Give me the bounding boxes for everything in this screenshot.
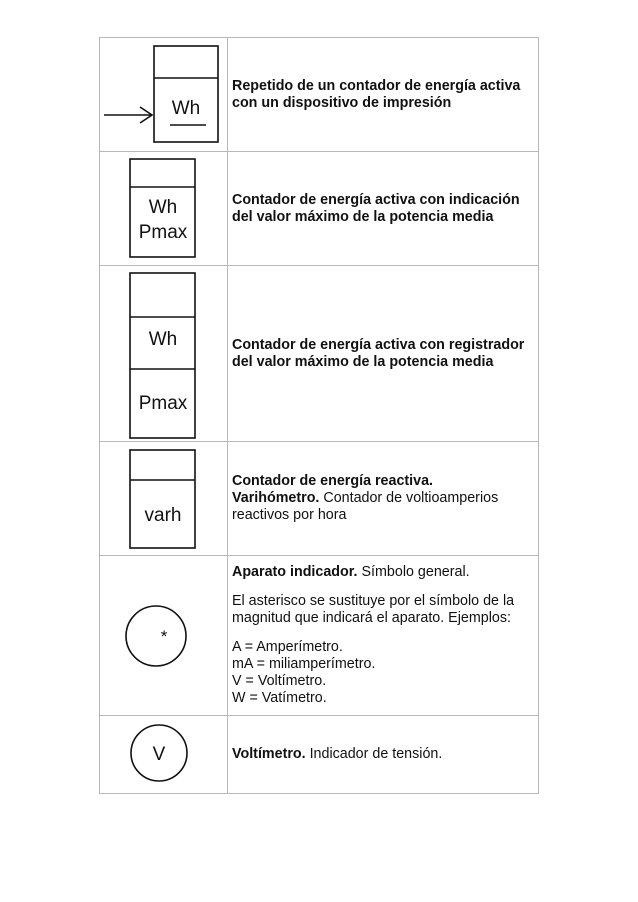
wh-label: Wh <box>148 329 178 350</box>
row-description: Contador de energía activa con registrador del valor máximo de la potencia media <box>232 336 525 370</box>
table-row <box>100 151 538 265</box>
voltmeter-symbol <box>100 716 227 794</box>
row-description: Contador de energía activa con indicación del valor máximo de la potencia media <box>232 191 520 225</box>
asterisk-label: * <box>160 627 168 646</box>
example-item: W = Vatímetro. <box>232 690 327 706</box>
symbol-cell <box>100 152 228 265</box>
table-row <box>100 715 538 793</box>
row-title: Voltímetro. <box>232 746 306 762</box>
printing-meter-symbol <box>100 38 227 151</box>
table-row <box>100 38 538 151</box>
indicator-symbol <box>100 556 227 716</box>
example-item: A = Amperímetro. <box>232 639 343 655</box>
row-subtitle: Varihómetro. <box>232 490 320 506</box>
row-title-rest: Símbolo general. <box>357 564 470 580</box>
pmax-label: Pmax <box>138 393 188 414</box>
row-description: Indicador de tensión. <box>305 746 443 762</box>
max-demand-recorder-symbol <box>100 266 227 442</box>
table-row <box>100 265 538 441</box>
table-row <box>100 441 538 555</box>
reactive-meter-symbol <box>100 442 227 556</box>
symbol-cell <box>100 38 228 151</box>
symbol-cell <box>100 716 228 793</box>
row-description: Contador de voltioamperios reactivos por hora <box>232 490 499 523</box>
table-row <box>100 555 538 715</box>
example-item: mA = miliamperímetro. <box>232 656 376 672</box>
symbol-cell <box>100 442 228 555</box>
symbols-table <box>99 37 539 794</box>
varh-label: varh <box>144 505 182 526</box>
row-paragraph: El asterisco se sustituye por el símbolo de la magnitud que indicará el aparato. Ejemplos: <box>232 593 515 626</box>
max-demand-meter-symbol <box>100 152 227 266</box>
examples-list <box>232 639 532 707</box>
wh-label: Wh <box>148 197 178 218</box>
row-title: Aparato indicador. <box>232 564 358 580</box>
v-label: V <box>152 744 166 765</box>
row-description: Repetido de un contador de energía activa con un dispositivo de impresión <box>232 77 521 111</box>
example-item: V = Voltímetro. <box>232 673 327 689</box>
pmax-label: Pmax <box>138 222 188 243</box>
symbol-cell <box>100 556 228 715</box>
row-title: Contador de energía reactiva. <box>232 473 434 489</box>
wh-label: Wh <box>171 98 201 119</box>
symbol-cell <box>100 266 228 441</box>
